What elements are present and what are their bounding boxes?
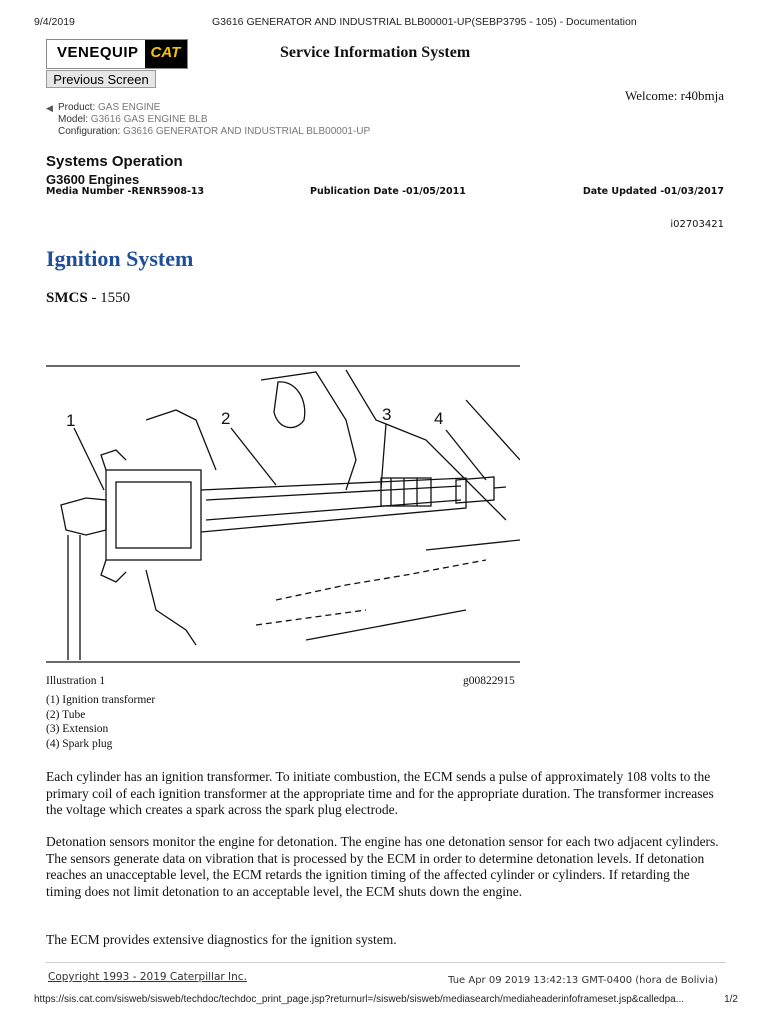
publication-date: Publication Date -01/05/2011 <box>310 186 466 197</box>
paragraph-ignition: Each cylinder has an ignition transformer. To initiate combustion, the ECM sends a pulse of approximately 108 volts to the primary coil of each ignition transformer at the appropriate time and for the appropriate duration. The transformer increases the voltage which creates a spark across the spark plug electrode. <box>46 769 714 817</box>
footer-divider <box>46 962 726 963</box>
paragraph-detonation: Detonation sensors monitor the engine for detonation. The engine has one detonation sensor for each two adjacent cylinders. The sensors generate data on vibration that is processed by the ECM in order to determine detonation levels. If detonation reaches an unacceptable level, the ECM retards the ignition timing of the affected cylinder or cylinders. If retarding the timing does not limit detonation to an acceptable level, the ECM shuts down the engine. <box>46 834 719 899</box>
copyright-link[interactable]: Copyright 1993 - 2019 Caterpillar Inc. <box>48 971 247 983</box>
tube <box>201 478 466 532</box>
print-title: G3616 GENERATOR AND INDUSTRIAL BLB00001-UP(SEBP3795 - 105) - Documentation <box>212 16 637 28</box>
system-title: Service Information System <box>280 44 471 61</box>
breadcrumb-model: Model: G3616 GAS ENGINE BLB <box>58 114 208 125</box>
ignition-system-illustration <box>46 360 520 666</box>
dashed-outline <box>276 560 486 600</box>
transformer-bracket <box>146 410 216 470</box>
venequip-cat-logo <box>46 39 188 69</box>
leader-1 <box>74 428 104 490</box>
page-url: https://sis.cat.com/sisweb/sisweb/techdoc/techdoc_print_page.jsp?returnurl=/sisweb/sisweb/mediasearch/mediaheaderinfoframeset.jsp&calledpa... <box>34 994 685 1005</box>
smcs-code: SMCS - 1550 <box>46 290 131 306</box>
legend-item: (3) Extension <box>46 723 109 735</box>
callout-4: 4 <box>434 409 444 428</box>
callout-1: 1 <box>66 411 76 430</box>
leader-2 <box>231 428 276 485</box>
connector <box>61 498 106 535</box>
previous-screen-button[interactable]: Previous Screen <box>46 70 156 88</box>
callout-2: 2 <box>221 409 231 428</box>
graphic-id: g00822915 <box>463 675 515 687</box>
paragraph-diagnostics: The ECM provides extensive diagnostics for the ignition system. <box>46 932 397 947</box>
illustration-caption: Illustration 1 <box>46 675 106 687</box>
doc-id: i02703421 <box>670 219 724 230</box>
leader-4 <box>446 430 486 480</box>
page-number: 1/2 <box>724 994 738 1005</box>
print-date: 9/4/2019 <box>34 16 75 28</box>
transformer-body <box>106 470 201 560</box>
doc-subtitle: G3600 Engines <box>46 172 140 187</box>
extension <box>381 478 431 506</box>
date-updated: Date Updated -01/03/2017 <box>582 186 724 197</box>
head-outline <box>261 372 356 490</box>
legend-item: (4) Spark plug <box>46 738 113 750</box>
section-heading: Ignition System <box>46 246 194 271</box>
breadcrumb-configuration: Configuration: G3616 GENERATOR AND INDUSTRIAL BLB00001-UP <box>58 126 371 137</box>
legend-item: (2) Tube <box>46 709 86 721</box>
print-timestamp: Tue Apr 09 2019 13:42:13 GMT-0400 (hora de Bolivia) <box>448 975 718 986</box>
spark-plug <box>456 477 494 503</box>
legend-item: (1) Ignition transformer <box>46 694 156 706</box>
back-arrow-icon[interactable]: ◀ <box>46 103 53 113</box>
callout-3: 3 <box>382 405 392 424</box>
head-edge <box>346 370 506 520</box>
welcome-text: Welcome: r40bmja <box>625 88 724 103</box>
media-number: Media Number -RENR5908-13 <box>46 186 205 197</box>
head-port <box>274 382 305 428</box>
doc-title: Systems Operation <box>46 153 183 170</box>
logo-cat-text: CAT <box>145 40 188 68</box>
breadcrumb-product: Product: GAS ENGINE <box>58 102 161 113</box>
logo-dealer-text: VENEQUIP <box>47 40 145 68</box>
